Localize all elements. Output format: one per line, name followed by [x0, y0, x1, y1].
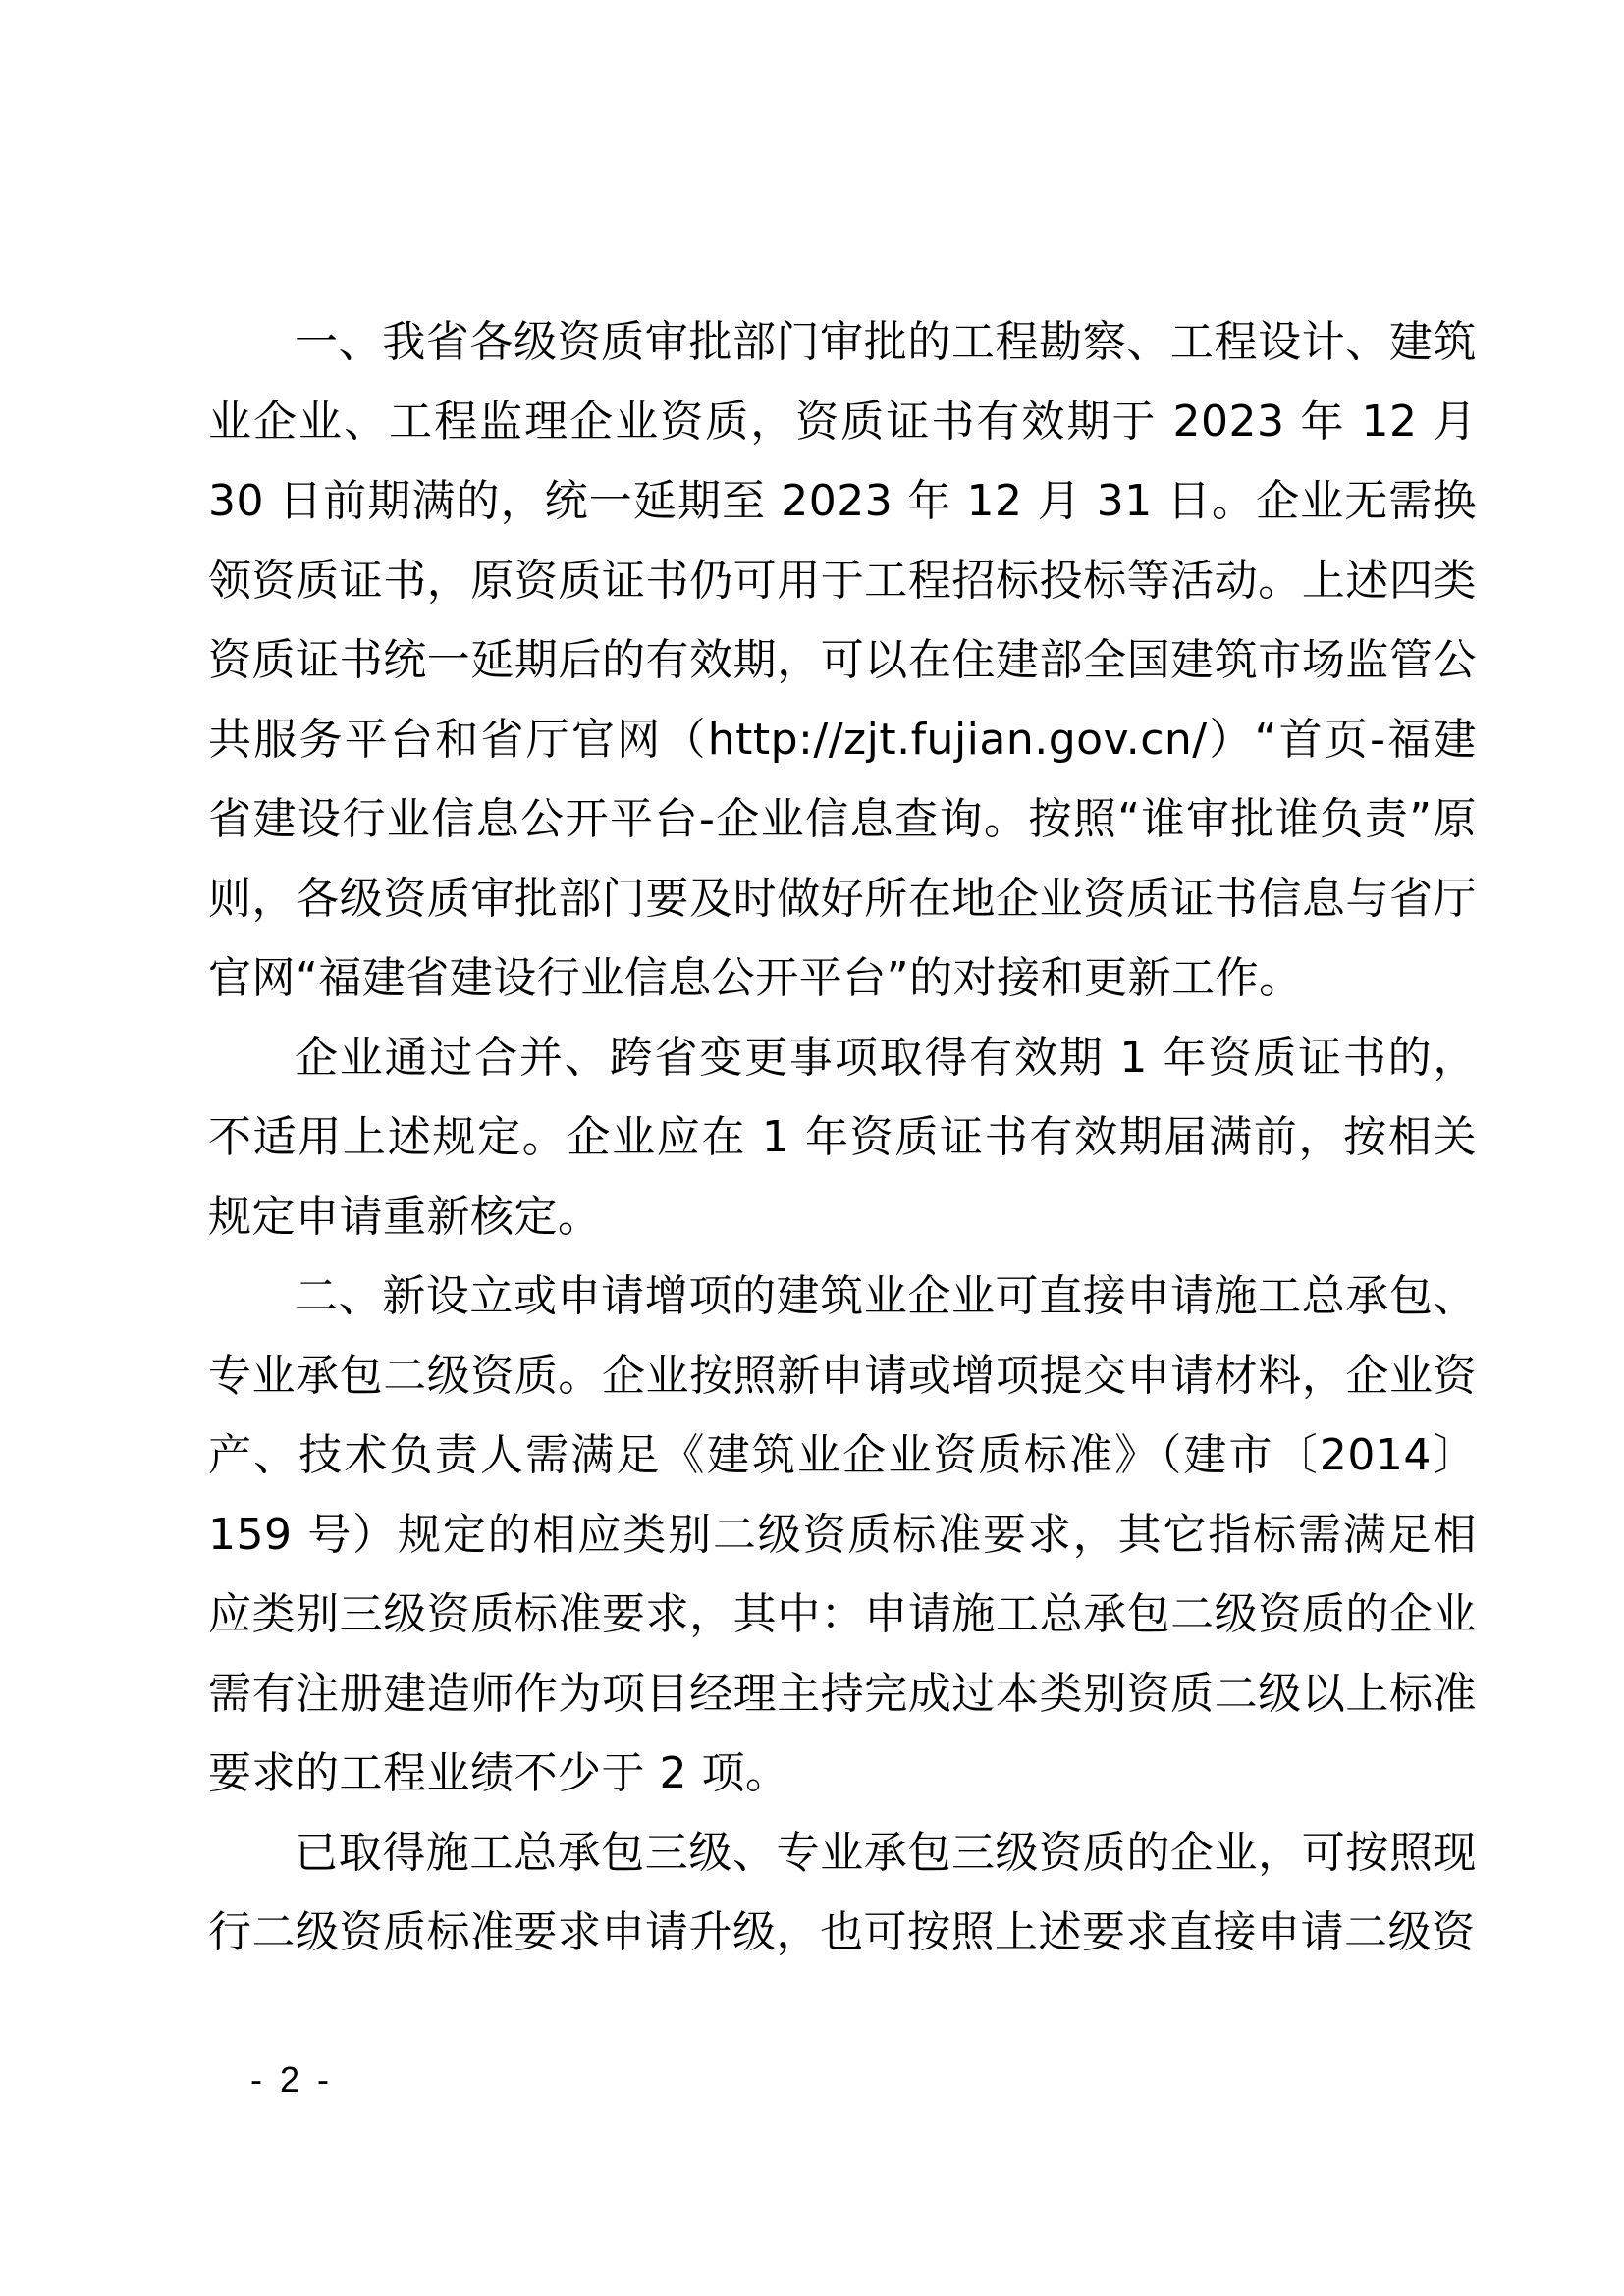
page-number: - 2 - [250, 2059, 334, 2100]
paragraph-extension-policy: 一、我省各级资质审批部门审批的工程勘察、工程设计、建筑业企业、工程监理企业资质，资质证书有效期于 2023 年 12 月 30 日前期满的，统一延期至 2023 年 12 月 31 日。企业无需换领资质证书，原资质证书仍可用于工程招标投标等活动。上述四类资质证书统一延期后的有效期，可以在住建部全国建筑市场监管公共服务平台和省厅官网（http://zjt.fujian.gov.cn/）“首页-福建省建设行业信息公开平台-企业信息查询。按照“谁审批谁负责”原则，各级资质审批部门要及时做好所在地企业资质证书信息与省厅官网“福建省建设行业信息公开平台”的对接和更新工作。 [208, 317, 1477, 1003]
paragraph-upgrade: 已取得施工总承包三级、专业承包三级资质的企业，可按照现行二级资质标准要求申请升级，也可按照上述要求直接申请二级资 [208, 1828, 1477, 1957]
paragraph-exception: 企业通过合并、跨省变更事项取得有效期 1 年资质证书的，不适用上述规定。企业应在 1 年资质证书有效期届满前，按相关规定申请重新核定。 [208, 1033, 1477, 1242]
document-body [208, 302, 1477, 1972]
paragraph-second-level-application: 二、新设立或申请增项的建筑业企业可直接申请施工总承包、专业承包二级资质。企业按照新申请或增项提交申请材料，企业资产、技术负责人需满足《建筑业企业资质标准》（建市〔2014〕159 号）规定的相应类别二级资质标准要求，其它指标需满足相应类别三级资质标准要求，其中：申请施工总承包二级资质的企业需有注册建造师作为项目经理主持完成过本类别资质二级以上标准要求的工程业绩不少于 2 项。 [208, 1271, 1477, 1798]
